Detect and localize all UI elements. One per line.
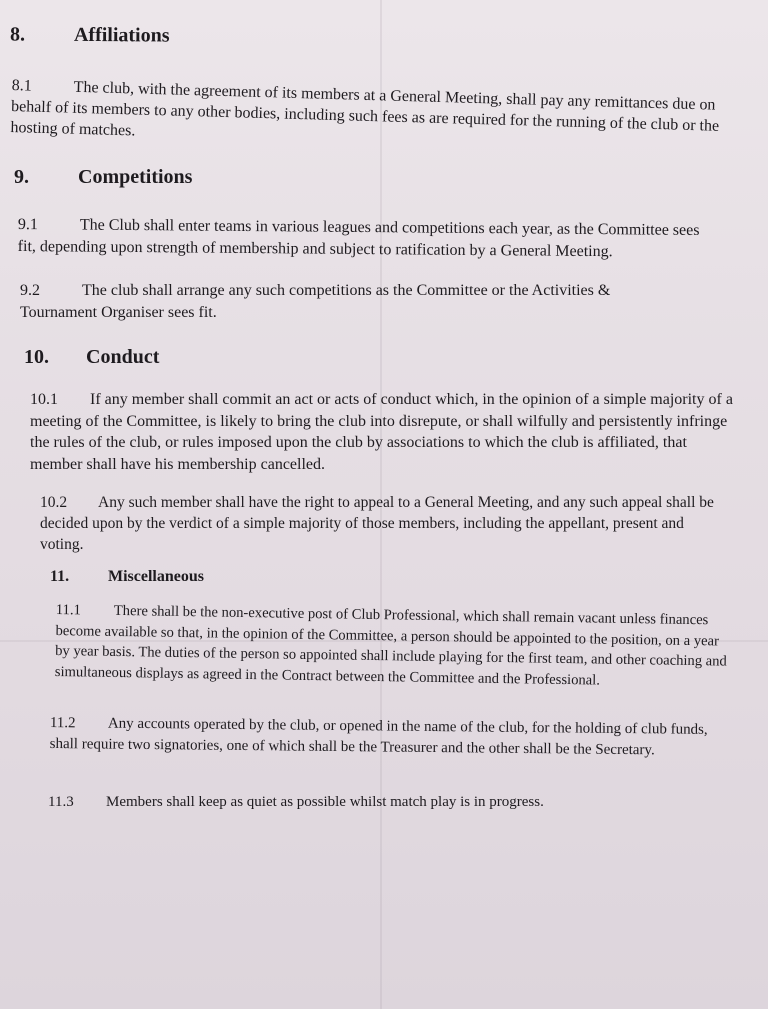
clause-text: There shall be the non-executive post of Club Professional, which shall remain vacant unless finances become available so that, in the opinion of the Committee, a person should be appointed to the position, on a year by year basis. The duties of the person so appointed shall include playing for the first team, and other coaching and simultaneous displays as agreed in the Contract between the Committee and the Professional.: [54, 602, 727, 689]
section-number: 11.: [50, 568, 70, 585]
clause-number: 11.2: [49, 714, 76, 732]
clause-number: 9.1: [17, 215, 38, 234]
clause-number: 8.1: [11, 76, 32, 95]
clause-text: The club, with the agreement of its members at a General Meeting, shall pay any remittances due on behalf of its members to any other bodies, including such fees as are required for the running of the club or the hosting of matches.: [10, 78, 720, 140]
clause-text: Any such member shall have the right to appeal to a General Meeting, and any such appeal shall be decided upon by the verdict of a simple majority of those members, including the appellant, present and voting.: [40, 494, 714, 553]
clause-9-1: [18, 214, 718, 263]
clause-text: If any member shall commit an act or acts of conduct which, in the opinion of a simple majority of a meeting of the Committee, is likely to bring the club into disrepute, or shall wilfully and persistently infringe the rules of the club, or rules imposed upon the club by associations to which the club is affiliated, that member shall have his membership cancelled.: [30, 391, 733, 473]
clause-9-2: [20, 280, 680, 323]
clause-11-3: [48, 792, 648, 812]
clause-number: 10.1: [30, 391, 58, 408]
section-heading-affiliations: [10, 23, 170, 47]
clause-11-2: [50, 713, 730, 761]
clause-text: Members shall keep as quiet as possible whilst match play is in progress.: [106, 794, 544, 810]
section-number: 8.: [9, 23, 26, 46]
clause-number: 11.3: [48, 794, 74, 810]
section-title: Conduct: [86, 346, 160, 368]
section-heading-competitions: [14, 166, 192, 189]
clause-number: 9.2: [20, 282, 40, 299]
section-title: Competitions: [78, 166, 193, 188]
clause-text: Any accounts operated by the club, or opened in the name of the club, for the holding of club funds, shall require two signatories, one of which shall be the Treasurer and the other shall be the Secretary.: [49, 715, 708, 758]
section-number: 10.: [24, 346, 49, 368]
clause-8-1: [10, 75, 731, 158]
section-title: Miscellaneous: [108, 568, 204, 585]
section-title: Affiliations: [73, 23, 170, 47]
clause-number: 11.1: [55, 601, 81, 619]
clause-text: The club shall arrange any such competitions as the Committee or the Activities & Tournament Organiser sees fit.: [20, 282, 611, 321]
section-heading-conduct: [24, 346, 159, 369]
clause-10-2: [40, 492, 730, 555]
clause-11-1: [55, 600, 736, 693]
section-heading-miscellaneous: [50, 568, 204, 586]
clause-10-1: [30, 389, 740, 475]
clause-text: The Club shall enter teams in various leagues and competitions each year, as the Committee sees fit, depending upon strength of membership and subject to ratification by a General Meeting.: [17, 216, 700, 260]
clause-number: 10.2: [40, 494, 68, 511]
section-number: 9.: [14, 166, 29, 188]
